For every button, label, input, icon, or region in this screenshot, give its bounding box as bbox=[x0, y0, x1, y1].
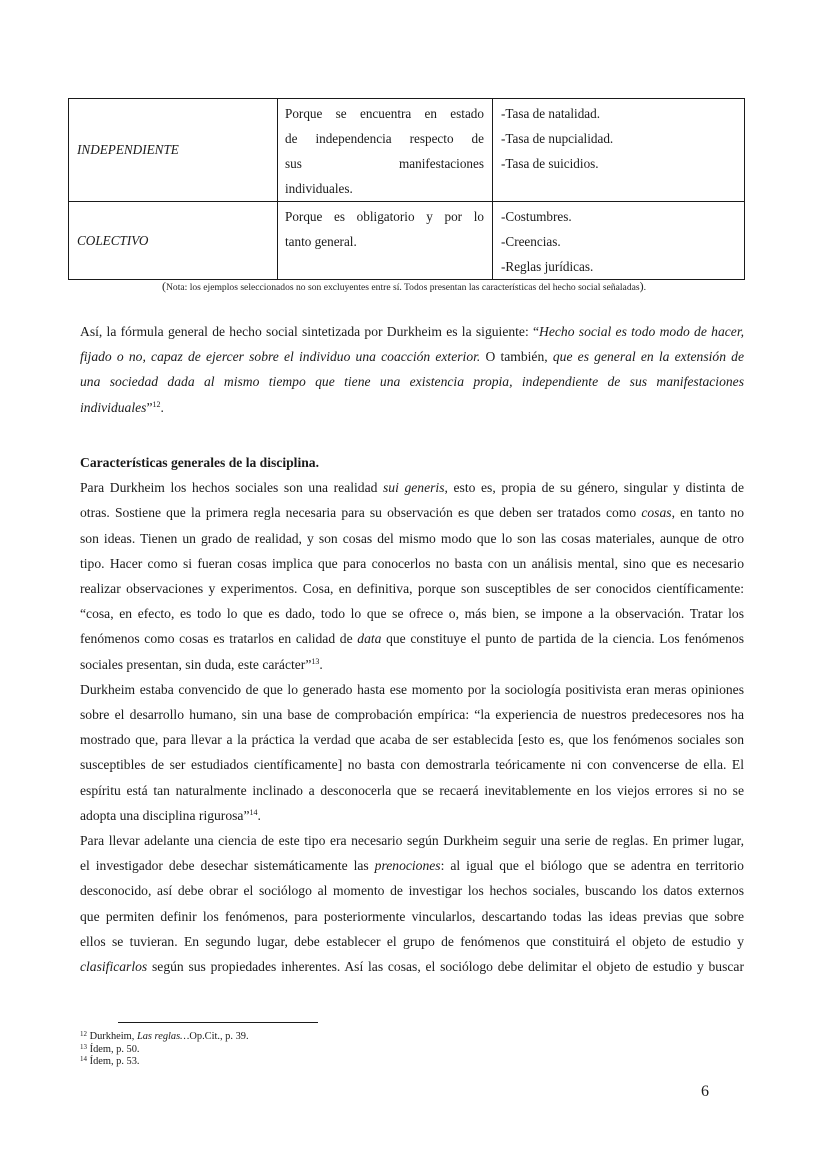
footnote-ref[interactable]: 13 bbox=[311, 656, 320, 666]
footnote-ref[interactable]: 14 bbox=[249, 807, 258, 817]
paragraph: Para llevar adelante una ciencia de este tipo era necesario según Durkheim seguir una serie de reglas. En primer lugar, el investigador debe desechar sistemáticamente las prenociones: al igual que el biólogo que se adentra en territorio desconocido, así debe obrar el sociólogo al momento de investigar los hechos sociales, buscando los datos externos que permiten definir los fenómenos, para posteriormente vincularlos, descartando todas las ideas previas que sobre ellos se tuvieran. En segundo lugar, debe establecer el grupo de fenómenos que constituirá el objeto de estudio y clasificarlos según sus propiedades inherentes. Así las cosas, el sociólogo debe delimitar el objeto de estudio y buscar bbox=[80, 833, 744, 975]
page-number: 6 bbox=[701, 1083, 709, 1100]
footnote: $^{12}$ Durkheim, Las reglas…Op.Cit., p. 39. bbox=[80, 1030, 249, 1042]
paragraph: Durkheim estaba convencido de que lo generado hasta ese momento por la sociología positivista eran meras opiniones sobre el desarrollo humano, sin una base de comprobación empírica: “la experiencia de nuestros predecesores nos ha mostrado que, para llevar a la práctica la verdad que acaba de ser establecida [esto es, que los fenómenos sociales son susceptibles de ser estudiados científicamente] no basta con demostrarla teóricamente ni con convencerse de ella. El espíritu está tan naturalmente inclinado a desconocerla que se recaerá inevitablemente en los viejos errores si no se adopta una disciplina rigurosa”$^{14}$. bbox=[80, 681, 744, 823]
example-item: -Costumbres. bbox=[501, 209, 572, 224]
fact-type-cell: INDEPENDIENTE bbox=[69, 99, 278, 202]
example-item: -Creencias. bbox=[501, 234, 561, 249]
section-characteristics bbox=[80, 450, 744, 979]
example-item: -Tasa de natalidad. bbox=[501, 106, 601, 121]
fact-examples-cell bbox=[493, 99, 745, 202]
footnote-separator bbox=[118, 1022, 318, 1023]
table-note: (Nota: los ejemplos seleccionados no son excluyentes entre sí. Todos presentan las características del hecho social señaladas). bbox=[161, 279, 647, 293]
footnote-ref[interactable]: 12 bbox=[152, 399, 161, 409]
paragraph: Para Durkheim los hechos sociales son una realidad sui generis, esto es, propia de su género, singular y distinta de otras. Sostiene que la primera regla necesaria para su observación es que deben ser tratados como cosas, en tanto no son ideas. Tienen un grado de realidad, y son cosas del mismo modo que lo son las cosas materiales, aunque de otro tipo. Hacer como si fueran cosas implica que para conocerlos no basta con un análisis mental, sino que es necesario realizar observaciones y experimentos. Cosa, en definitiva, porque son susceptibles de ser conocidos científicamente: “cosa, en efecto, es todo lo que es dado, todo lo que se ofrece o, más bien, se impone a la observación. Tratar los fenómenos como cosas es tratarlos en calidad de data que constituye el punto de partida de la ciencia. Los fenómenos sociales presentan, sin duda, este carácter”$^{13}$. bbox=[80, 480, 745, 672]
social-fact-table bbox=[68, 98, 745, 280]
example-item: -Tasa de suicidios. bbox=[501, 156, 599, 171]
footnote: $^{13}$ Ídem, p. 50. bbox=[80, 1042, 140, 1055]
table-row bbox=[69, 99, 745, 202]
section-heading: Características generales de la disciplina. bbox=[80, 455, 319, 470]
fact-reason-cell: Porque se encuentra en estado de independencia respecto de sus manifestaciones individuales. bbox=[278, 99, 493, 202]
footnote: $^{14}$ Ídem, p. 53. bbox=[80, 1055, 140, 1068]
example-item: -Reglas jurídicas. bbox=[501, 259, 594, 274]
footnotes bbox=[80, 1031, 249, 1069]
example-item: -Tasa de nupcialidad. bbox=[501, 131, 614, 146]
fact-type-cell: COLECTIVO bbox=[69, 202, 278, 280]
fact-reason-cell: Porque es obligatorio y por lo tanto general. bbox=[278, 202, 493, 280]
paragraph-definition: Así, la fórmula general de hecho social sintetizada por Durkheim es la siguiente: “Hecho social es todo modo de hacer, fijado o no, capaz de ejercer sobre el individuo una coacción exterior. O también, que es general en la extensión de una sociedad dada al mismo tiempo que tiene una existencia propia, independiente de sus manifestaciones individuales”$^{12}$. bbox=[80, 324, 745, 415]
fact-examples-cell bbox=[493, 202, 745, 280]
table-row bbox=[69, 202, 745, 280]
